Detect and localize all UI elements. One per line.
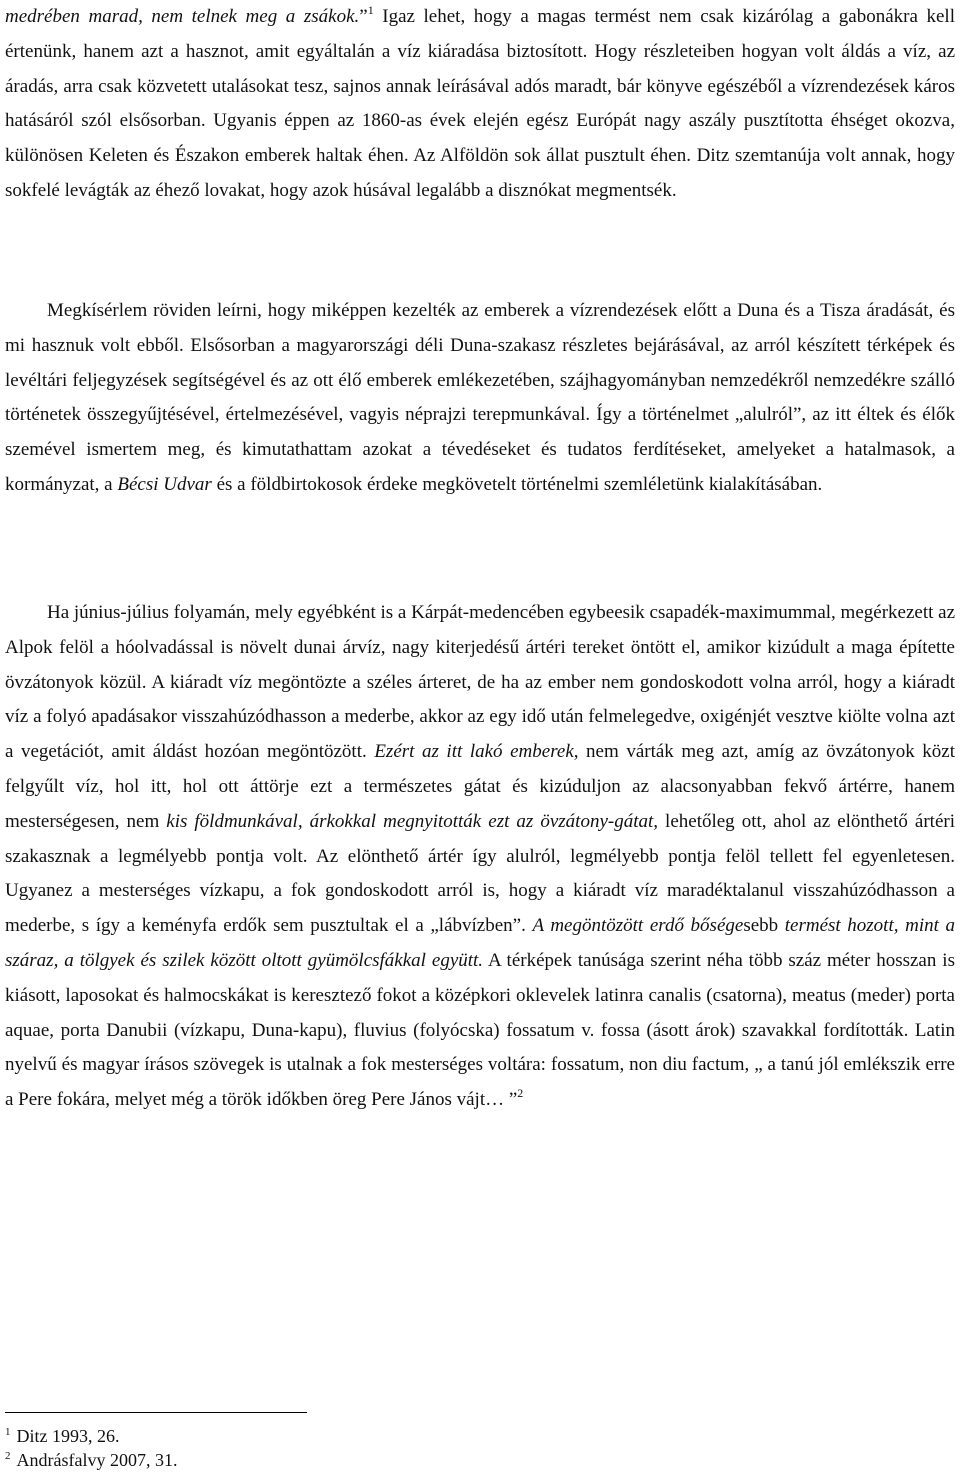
paragraph-1 <box>5 0 955 209</box>
text-run: Igaz lehet, hogy a magas termést nem csak kizárólag a gabonákra kell értenünk, hanem azt a hasznot, amit egyáltalán a víz kiáradása biztosított. Hogy részleteiben hogyan volt áldás a víz, az áradás, arra csak közvetett utalásokat tesz, sajnos annak leírásával adós maradt, bár könyve egészéből a vízrendezések káros hatásáról szól elsősorban. Ugyanis éppen az 1860-as évek elején egész Európát nagy aszály pusztította éhséget okozva, különösen Keleten és Északon emberek haltak éhen. Az Alföldön sok állat pusztult éhen. Ditz szemtanúja volt annak, hogy sokfelé levágták az éhező lovakat, hogy azok húsával legalább a disznókat megmentsék. <box>5 6 955 201</box>
text-run: lehetőleg ott, ahol az elönthető ártéri szakasznak a legmélyebb pontja volt. Az elönthető ártér így alulról, legmélyebb pontja felöl tellett fel egyenletesen. Ugyanez a mesterséges vízkapu, a fok gondoskodott arról is, hogy a kiáradt víz maradéktalanul visszahúzódhasson a mederbe, s így a keményfa erdők sem pusztultak el a „lábvízben”. <box>5 810 955 937</box>
footnotes <box>5 1424 505 1472</box>
text-run: Ha június-július folyamán, mely egyébként is a Kárpát-medencében egybeesik csapadék-maximummal, megérkezett az Alpok felöl a hóolvadással is növelt dunai árvíz, nagy kiterjedésű ártéri tereket öntött el, amikor kizúdult a maga építette övzátonyok közül. A kiáradt víz megöntözte a széles árteret, de ha az ember nem gondoskodott volna arról, hogy a kiáradt víz a folyó apadásakor visszahúzódhasson a mederbe, akkor az egy idő után felmelegedve, oxigénjét vesztve kiölte volna azt a vegetációt, amit áldást hozóan megöntözött. <box>5 602 955 763</box>
text-run: és a földbirtokosok érdeke megkövetelt történelmi szemléletünk kialakításában. <box>211 473 823 495</box>
footnote-separator <box>5 1412 307 1413</box>
paragraph-3 <box>5 596 955 1118</box>
italic-text-run: kis földmunkával, árkokkal megnyitották ezt az övzátony-gátat, <box>166 810 659 832</box>
italic-text-run: A megöntözött erdő bősége <box>532 915 744 937</box>
footnote-1 <box>5 1424 505 1448</box>
footnote-2 <box>5 1448 505 1472</box>
text-run: ” <box>359 6 368 27</box>
italic-text-run: Ezért az itt lakó emberek <box>374 741 574 763</box>
text-run: A térképek tanúsága szerint néha több száz méter hosszan is kiásott, laposokat és halmocskákat is keresztező fokot a középkori oklevelek latinra canalis (csatorna), meatus (meder) porta aquae, porta Danubii (vízkapu, Duna-kapu), fluvius (folyócska) fossatum v. fossa (ásott árok) szavakkal fordították. Latin nyelvű és magyar írásos szövegek is utalnak a fok mesterséges voltára: fossatum, non diu factum, „ a tanú jól emlékszik erre a Pere fokára, melyet még a török időkben öreg Pere János vájt… ” <box>5 949 955 1111</box>
footnote-text: Ditz 1993, 26. <box>16 1426 120 1446</box>
footnote-number: 2 <box>5 1450 11 1462</box>
paragraph-2 <box>5 294 955 503</box>
text-run: Megkísérlem röviden leírni, hogy miképpen kezelték az emberek a vízrendezések előtt a Duna és a Tisza áradását, és mi hasznuk volt ebből. Elsősorban a magyarországi déli Duna-szakasz részletes bejárásával, az arról készített térképek és levéltári feljegyzések segítségével és az ott élő emberek emlékezetében, szájhagyományban nemzedékről nemzedékre szálló történetek összegyűjtésével, értelmezésével, vagyis néprajzi terepmunkával. Így a történelmet „alulról”, az itt éltek és élők szemével ismertem meg, és kimutathattam azokat a tévedéseket és tudatos ferdítéseket, amelyeket a hatalmasok, a kormányzat, a <box>5 300 955 495</box>
italic-text-run: medrében marad, nem telnek meg a zsákok. <box>5 6 360 27</box>
text-run: sebb <box>743 915 785 937</box>
text-run: , nem várták meg azt, amíg az övzátonyok közt felgyűlt víz, hol itt, hol ott áttörje ezt a természetes gátat és kizúduljon az alacsonyabban fekvő ártérre, hanem mesterségesen, nem <box>5 741 955 832</box>
footnote-reference: 1 <box>367 3 374 17</box>
footnote-text: Andrásfalvy 2007, 31. <box>16 1450 178 1470</box>
footnote-number: 1 <box>5 1426 11 1438</box>
footnote-reference: 2 <box>517 1086 524 1101</box>
italic-text-run: termést hozott, mint a száraz, a tölgyek és szilek között oltott gyümölcsfákkal együtt. <box>5 915 955 971</box>
italic-text-run: Bécsi Udvar <box>117 473 212 495</box>
